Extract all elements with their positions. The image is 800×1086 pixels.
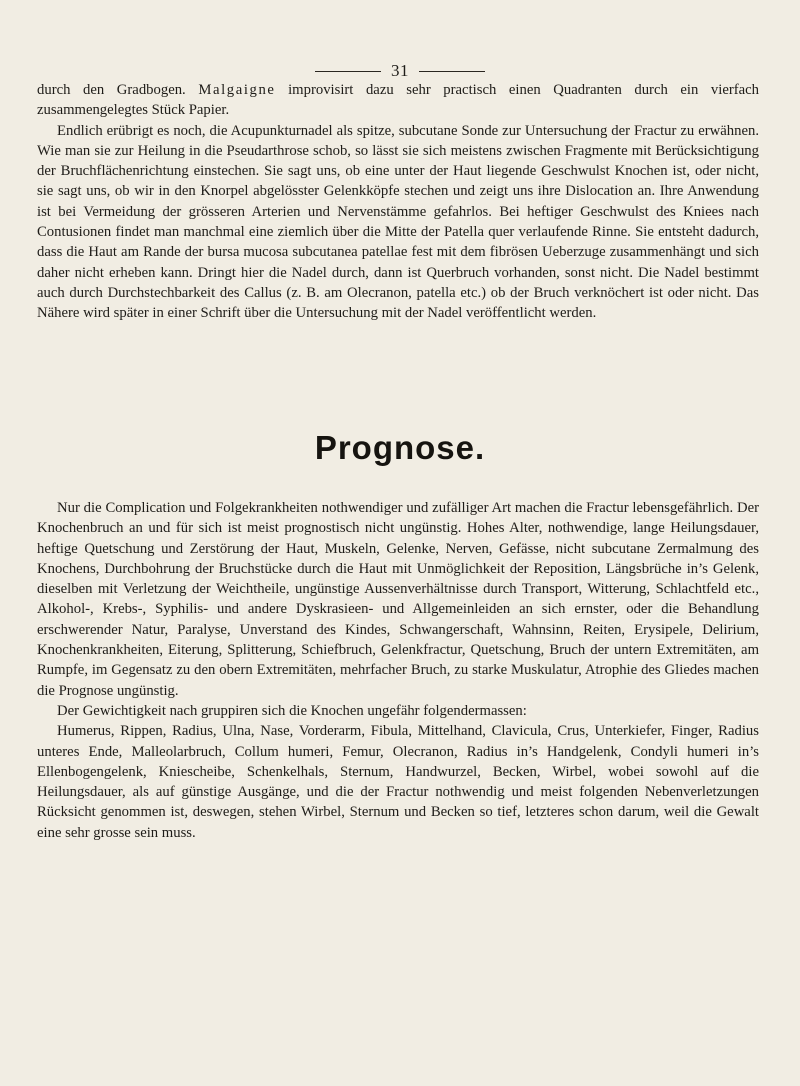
paragraph-rest: improvisirt dazu sehr practisch einen Quadranten durch ein vierfach zusammengelegtes Stück Papier. bbox=[37, 82, 760, 119]
section-needle-examination bbox=[37, 80, 759, 324]
paragraph-start: durch den Gradbogen. bbox=[37, 82, 199, 98]
paragraph: Humerus, Rippen, Radius, Ulna, Nase, Vorderarm, Fibula, Mittelhand, Clavicula, Crus, Unterkiefer, Finger, Radius unteres Ende, Malleolarbruch, Collum humeri, Femur, Olecranon, Radius in’s Handgelenk, Condyli humeri in’s Ellenbogengelenk, Kniescheibe, Schenkelhals, Sternum, Handwurzel, Becken, Wirbel, wobei sowohl auf die Heilungsdauer, als auf günstige Ausgänge, und die der Fractur nothwendig und meist folgenden Nebenverletzungen Rücksicht genommen ist, deswegen, stehen Wirbel, Sternum und Becken so tief, letzteres schon darum, weil die Gewalt eine sehr grosse sein muss. bbox=[37, 723, 759, 841]
section-prognose bbox=[37, 498, 759, 843]
page-number: 31 bbox=[391, 61, 409, 80]
author-name: Malgaigne bbox=[198, 82, 276, 98]
running-head bbox=[0, 62, 800, 80]
section-heading: Prognose. bbox=[314, 429, 486, 466]
paragraph: Endlich erübrigt es noch, die Acupunkturnadel als spitze, subcutane Sonde zur Untersuchung der Fractur zu erwähnen. Wie man sie zur Heilung in die Pseudarthrose schob, so lässt sie sich meistens zwischen Fragmente mit Berücksichtigung der Bruchflächenrichtung einstechen. Sie sagt uns, ob eine unter der Haut liegende Geschwulst Knochen ist, oder nicht, sie sagt uns, ob wir in den Knorpel abgelösster Gelenkköpfe stechen und zeigt uns ihre Dislocation an. Ihre Anwendung ist bei Vermeidung der grösseren Arterien und Nervenstämme gefahrlos. Bei heftiger Geschwulst des Kniees nach Contusionen findet man manchmal eine ziemlich über die Mitte der Patella quer verlaufende Rinne. Sie entsteht dadurch, dass die Haut am Rande der bursa mucosa subcutanea patellae fest mit dem fibrösen Ueberzuge zusammenhängt und sich daher nicht erheben kann. Dringt hier die Nadel durch, dann ist Querbruch vorhanden, sonst nicht. Die Nadel bestimmt auch durch Durchstechbarkeit des Callus (z. B. am Olecranon, patella etc.) ob der Bruch verknöchert ist oder nicht. Das Nähere wird später in einer Schrift über die Untersuchung mit der Nadel veröffentlicht werden. bbox=[37, 122, 759, 322]
paragraph: Der Gewichtigkeit nach gruppiren sich die Knochen ungefähr folgendermassen: bbox=[57, 702, 527, 719]
paragraph bbox=[37, 80, 759, 121]
paragraph: Nur die Complication und Folgekrankheiten nothwendiger und zufälliger Art machen die Fractur lebensgefährlich. Der Knochenbruch an und für sich ist meist prognostisch nicht ungünstig. Hohes Alter, nothwendige, lange Heilungsdauer, heftige Quetschung und Zerstörung der Haut, Muskeln, Gelenke, Nerven, Gefässe, nicht subcutane Zermalmung des Knochens, Durchbohrung der Bruchstücke durch die Haut mit Unmöglichkeit der Reposition, Längsbrüche in’s Gelenk, dieselben mit Verletzung der Weichtheile, ungünstige Aussenverhältnisse durch Transport, Witterung, Schlachtfeld etc., Alkohol-, Krebs-, Syphilis- und andere Dyskrasieen- und Allgemeinleiden an sich ernster, oder die Behandlung erschwerender Natur, Paralyse, Unverstand des Kindes, Schwangerschaft, Wahnsinn, Reiten, Erysipele, Delirium, Knochenkrankheiten, Eiterung, Splitterung, Schiefbruch, Gelenkfractur, Quetschung, Bruch der untern Extremitäten, am Rumpfe, im Gegensatz zu den obern Extremitäten, mehrfacher Bruch, zu starke Muskulatur, Atrophie des Gliedes machen die Prognose ungünstig. bbox=[37, 500, 759, 699]
right-rule bbox=[419, 71, 485, 72]
left-rule bbox=[315, 71, 381, 72]
